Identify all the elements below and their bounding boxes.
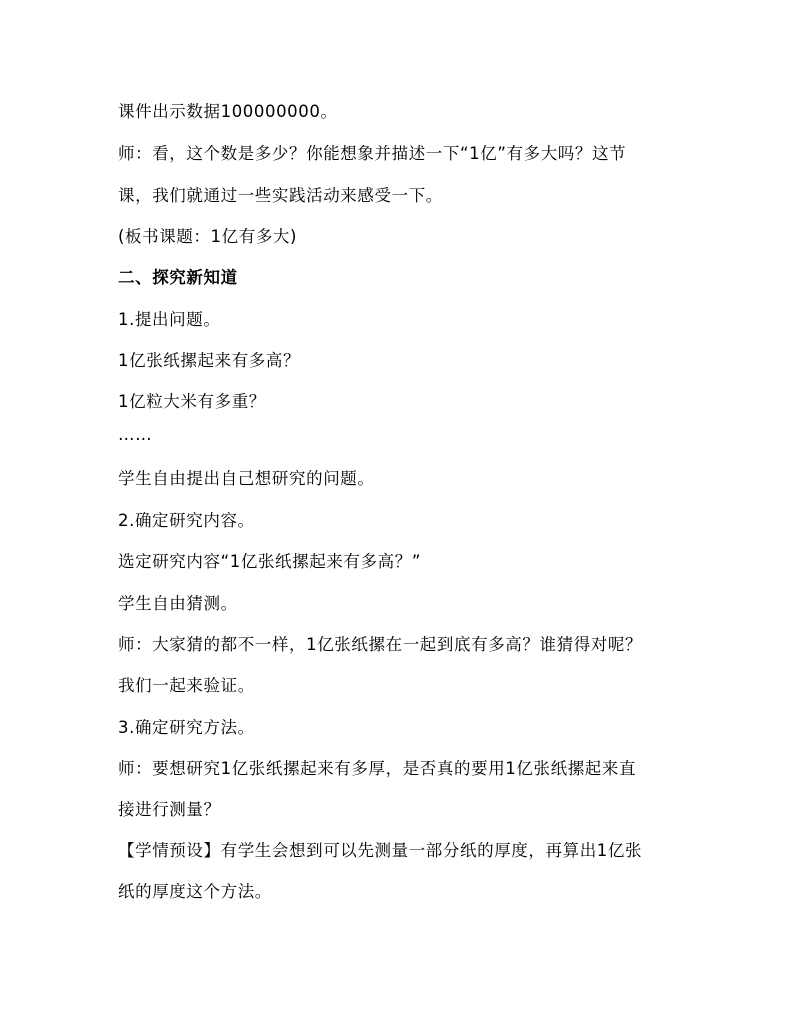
question-paper: 1亿张纸摞起来有多高？ — [118, 351, 301, 370]
paragraph-board-title: (板书课题：1亿有多大) — [118, 227, 298, 246]
paragraph-student-guess: 学生自由猜测。 — [118, 594, 238, 613]
paragraph-research-content: 选定研究内容“1亿张纸摞起来有多高？” — [118, 552, 421, 571]
ellipsis: …… — [118, 425, 153, 444]
question-rice: 1亿粒大米有多重？ — [118, 392, 266, 411]
paragraph-teacher-method: 师：要想研究1亿张纸摞起来有多厚，是否真的要用1亿张纸摞起来直 — [118, 759, 637, 778]
paragraph-teacher-guess: 师：大家猜的都不一样，1亿张纸摞在一起到底有多高？谁猜得对呢？ — [118, 635, 643, 654]
paragraph-teacher-question-cont: 课，我们就通过一些实践活动来感受一下。 — [118, 186, 443, 205]
step-3-heading: 3.确定研究方法。 — [118, 718, 255, 737]
paragraph-teacher-method-cont: 接进行测量？ — [118, 800, 221, 819]
paragraph-preset: 【学情预设】有学生会想到可以先测量一部分纸的厚度，再算出1亿张 — [118, 841, 643, 860]
paragraph-student-questions: 学生自由提出自己想研究的问题。 — [118, 469, 375, 488]
paragraph-preset-cont: 纸的厚度这个方法。 — [118, 882, 272, 901]
step-1-heading: 1.提出问题。 — [118, 310, 221, 329]
paragraph-teacher-question: 师：看，这个数是多少？你能想象并描述一下“1亿”有多大吗？这节 — [118, 144, 627, 163]
step-2-heading: 2.确定研究内容。 — [118, 511, 255, 530]
paragraph-courseware-number: 课件出示数据100000000。 — [118, 102, 338, 121]
paragraph-teacher-guess-cont: 我们一起来验证。 — [118, 676, 255, 695]
section-heading: 二、探究新知道 — [118, 268, 238, 287]
